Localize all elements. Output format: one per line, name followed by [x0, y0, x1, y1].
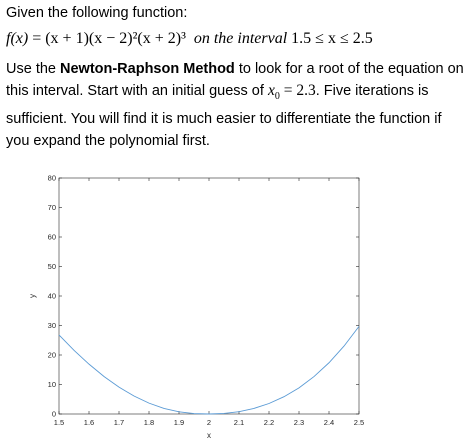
x-tick-label: 1.5 — [53, 418, 65, 427]
x-tick-label: 2.5 — [353, 418, 365, 427]
y-tick-label: 10 — [47, 380, 56, 389]
instructions-text: to look for a root of the equation on — [234, 61, 464, 77]
y-tick-label: 20 — [47, 350, 56, 360]
instructions-line-2 — [6, 80, 470, 108]
initial-guess-var: x — [267, 82, 275, 99]
chart-svg — [0, 168, 474, 442]
y-tick-label: 70 — [47, 203, 56, 212]
instructions-text: . Five iterations is — [315, 83, 429, 99]
instructions-line-1 — [6, 58, 470, 80]
initial-guess-sub: 0 — [274, 91, 280, 103]
x-tick-label: 1.9 — [173, 418, 185, 427]
y-tick-label: 50 — [47, 262, 56, 271]
equation-rhs: = (x + 1)(x − 2)²(x + 2)³ — [32, 30, 186, 47]
y-tick-label: 80 — [47, 173, 56, 183]
method-name: Newton-Raphson Method — [60, 61, 235, 77]
y-tick-label: 60 — [47, 232, 56, 242]
x-tick-label: 2.4 — [323, 418, 335, 427]
x-axis-label: x — [207, 431, 211, 440]
instructions-paragraph — [6, 58, 470, 152]
x-tick-label: 2.3 — [293, 418, 305, 427]
question-text — [6, 0, 470, 152]
initial-guess — [267, 82, 316, 103]
instructions-line-4: you expand the polynomial first. — [6, 133, 210, 150]
x-tick-label: 2.2 — [263, 418, 275, 427]
instructions-text: this interval. Start with an initial guess of — [6, 83, 268, 99]
y-tick-label: 0 — [51, 409, 56, 419]
question-intro: Given the following function: — [6, 5, 188, 21]
instructions-line-3: sufficient. You will find it is much easier to differentiate the function if — [6, 111, 442, 128]
function-equation — [6, 28, 470, 50]
y-axis-label: y — [28, 294, 37, 298]
x-tick-label: 1.8 — [143, 418, 155, 427]
interval-range: 1.5 ≤ x ≤ 2.5 — [291, 30, 373, 47]
x-tick-label: 1.7 — [113, 418, 125, 427]
y-tick-label: 40 — [47, 291, 56, 301]
x-tick-label: 1.6 — [83, 418, 95, 427]
function-plot — [0, 168, 474, 447]
x-tick-label: 2.1 — [233, 418, 245, 427]
plot-area — [59, 178, 359, 414]
interval-text: on the interval — [193, 30, 288, 47]
equation-lhs: f(x) — [6, 30, 29, 47]
instructions-text: Use the — [6, 61, 60, 77]
x-tick-label: 2 — [206, 418, 212, 427]
initial-guess-value: = 2.3 — [279, 82, 316, 99]
y-tick-label: 30 — [47, 321, 56, 330]
